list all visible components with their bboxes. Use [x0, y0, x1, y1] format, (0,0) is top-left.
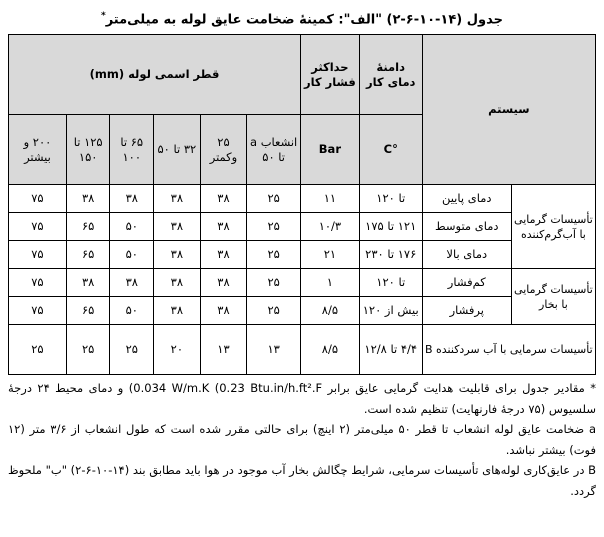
row-temp: ۱۲۱ تا ۱۷۵ [359, 213, 422, 241]
table-row [9, 241, 596, 269]
row-pressure: ۲۱ [301, 241, 360, 269]
cell-value: ۶۵ [66, 213, 110, 241]
cell-value: ۵۰ [110, 297, 154, 325]
cell-value: ۲۵ [247, 185, 301, 213]
cell-value: ۳۸ [200, 213, 247, 241]
cell-value: ۲۵ [9, 325, 67, 375]
cell-value: ۳۸ [154, 185, 201, 213]
cell-value: ۳۸ [110, 185, 154, 213]
cell-value: ۳۸ [154, 297, 201, 325]
header-pressure-unit: Bar [301, 115, 360, 185]
cell-value: ۷۵ [9, 297, 67, 325]
row-temp: ۱۷۶ تا ۲۳۰ [359, 241, 422, 269]
cell-value: ۳۸ [154, 269, 201, 297]
cell-value: ۳۸ [200, 185, 247, 213]
cell-value: ۲۵ [110, 325, 154, 375]
cell-value: ۵۰ [110, 213, 154, 241]
cell-value: ۳۸ [66, 269, 110, 297]
row-pressure: ۱۰/۳ [301, 213, 360, 241]
table-row [9, 185, 596, 213]
footnote-text: ) و دمای محیط ۲۴ درجهٔ سلسیوس (۷۵ درجهٔ فارنهایت) تنظیم شده است. [8, 381, 596, 416]
row-subsystem: دمای پایین [422, 185, 511, 213]
cell-value: ۳۸ [200, 241, 247, 269]
cell-value: ۲۵ [247, 297, 301, 325]
header-temp-unit: °C [359, 115, 422, 185]
row-temp: تا ۱۲۰ [359, 185, 422, 213]
footnote-conductivity [8, 378, 596, 419]
cell-value: ۵۰ [110, 241, 154, 269]
header-design-temp: دامنهٔ دمای کار [359, 35, 422, 115]
conductivity-imperial: 0.23 Btu.in/h.ft².F [219, 381, 323, 395]
cell-value: ۳۸ [154, 213, 201, 241]
cell-value: ۷۵ [9, 269, 67, 297]
cell-value: ۳۸ [200, 269, 247, 297]
footnote-branch: a ضخامت عایق لوله انشعاب تا قطر ۵۰ میلی‌متر (۲ اینچ) برای حالتی مقرر شده است که طول انشعاب از ۳/۶ متر (۱۲ فوت) بیشتر نباشد. [8, 422, 596, 457]
row-pressure: ۱ [301, 269, 360, 297]
header-size-25: ۲۵ وکمتر [200, 115, 247, 185]
table-title-text: جدول (۱۴-۱۰-۶-۲) "الف": کمینهٔ ضخامت عایق لوله به میلی‌متر [105, 12, 504, 28]
cell-value: ۱۳ [200, 325, 247, 375]
table-title [0, 4, 604, 32]
title-footnote-mark: * [100, 11, 106, 21]
footnote-condensation: B در عایق‌کاری لوله‌های تأسیسات سرمایی، شرایط چگالش بخار آب موجود در هوا باید مطابق بند (۱۴-۱۰-۶-۲) "ب" ملحوظ گردد. [8, 463, 596, 498]
cell-value: ۲۵ [247, 269, 301, 297]
header-size-branch: انشعاب a تا ۵۰ [247, 115, 301, 185]
cell-value: ۲۵ [247, 241, 301, 269]
cell-value: ۳۸ [200, 297, 247, 325]
row-pressure: ۱۱ [301, 185, 360, 213]
header-size-125-150: ۱۲۵ تا ۱۵۰ [66, 115, 110, 185]
footnotes [8, 378, 596, 501]
header-nominal-size: قطر اسمی لوله (mm) [9, 35, 301, 115]
row-temp: بیش از ۱۲۰ [359, 297, 422, 325]
table-row [9, 269, 596, 297]
cell-value: ۶۵ [66, 241, 110, 269]
table-row [9, 297, 596, 325]
conductivity-si: 0.034 W/m.K [133, 381, 210, 395]
group-cooling: تأسیسات سرمایی با آب سردکننده B [422, 325, 595, 375]
cell-value: ۶۵ [66, 297, 110, 325]
cell-value: ۱۳ [247, 325, 301, 375]
header-size-32-50: ۳۲ تا ۵۰ [154, 115, 201, 185]
cell-value: ۳۸ [66, 185, 110, 213]
header-system: سیستم [422, 35, 595, 185]
row-temp: ۴/۴ تا ۱۲/۸ [359, 325, 422, 375]
insulation-thickness-table [8, 34, 596, 375]
table-row [9, 213, 596, 241]
row-subsystem: دمای متوسط [422, 213, 511, 241]
row-pressure: ۸/۵ [301, 297, 360, 325]
row-subsystem: کم‌فشار [422, 269, 511, 297]
header-size-65-100: ۶۵ تا ۱۰۰ [110, 115, 154, 185]
cell-value: ۲۰ [154, 325, 201, 375]
cell-value: ۷۵ [9, 241, 67, 269]
cell-value: ۷۵ [9, 185, 67, 213]
footnote-text: * مقادیر جدول برای قابلیت هدایت گرمایی عایق برابر [327, 381, 596, 395]
footnote-text: ( [214, 381, 220, 395]
row-subsystem: پرفشار [422, 297, 511, 325]
row-pressure: ۸/۵ [301, 325, 360, 375]
header-max-pressure: حداکثر فشار کار [301, 35, 360, 115]
group-heating-water: تأسیسات گرمایی با آب‌گرم‌کننده [511, 185, 595, 269]
header-size-200: ۲۰۰ و بیشتر [9, 115, 67, 185]
cell-value: ۷۵ [9, 213, 67, 241]
row-subsystem: دمای بالا [422, 241, 511, 269]
group-heating-steam: تأسیسات گرمایی با بخار [511, 269, 595, 325]
cell-value: ۳۸ [154, 241, 201, 269]
cell-value: ۲۵ [247, 213, 301, 241]
cell-value: ۳۸ [110, 269, 154, 297]
cell-value: ۲۵ [66, 325, 110, 375]
table-row [9, 325, 596, 375]
row-temp: تا ۱۲۰ [359, 269, 422, 297]
